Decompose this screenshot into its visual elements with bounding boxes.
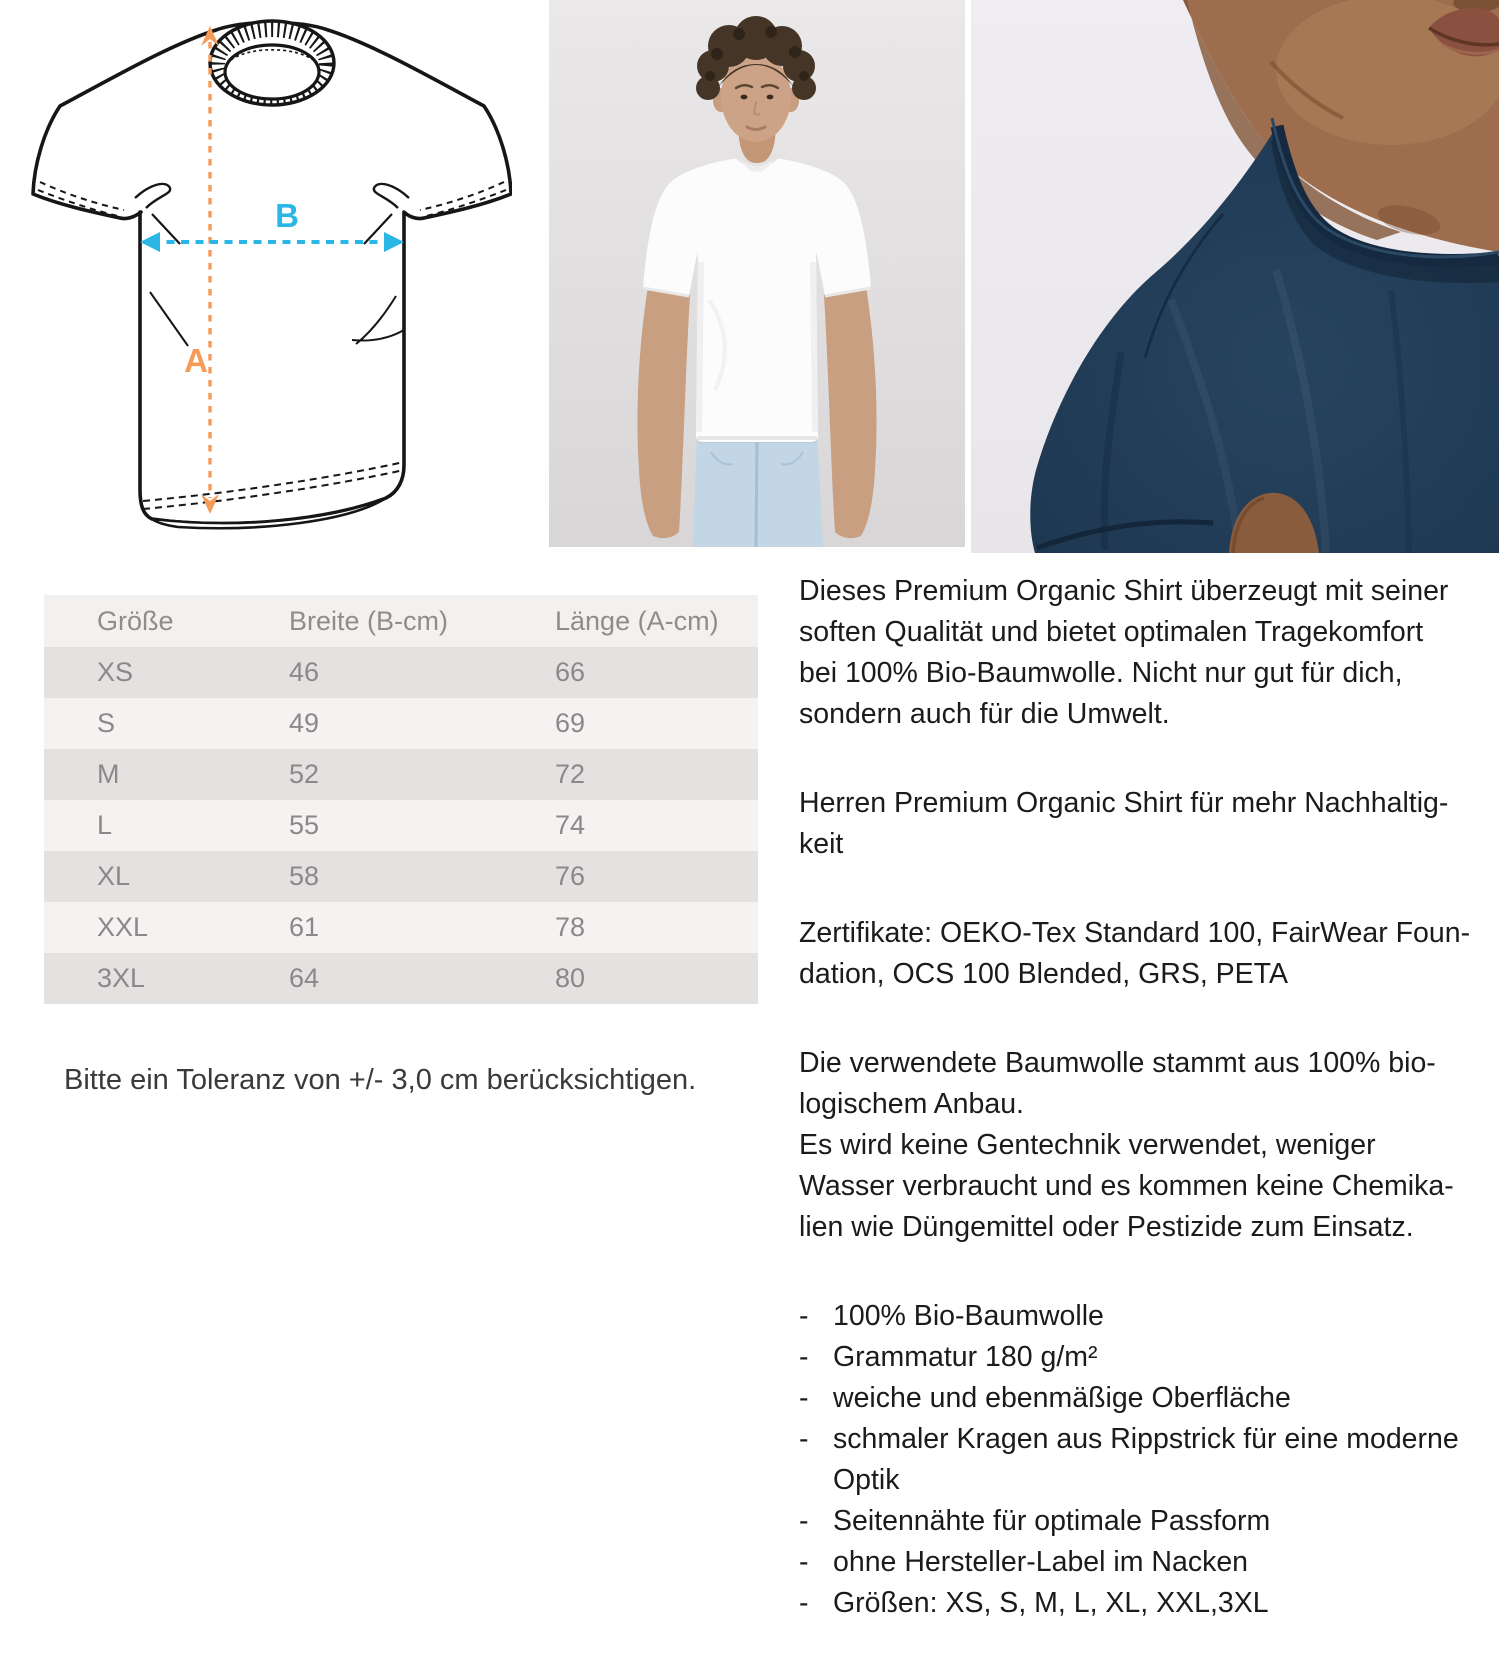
feature-item bbox=[799, 1542, 1489, 1583]
table-row bbox=[44, 749, 758, 800]
cell-size: 3XL bbox=[97, 963, 146, 993]
bullet-marker: - bbox=[799, 1505, 809, 1537]
tshirt-line-drawing-icon bbox=[26, 0, 512, 534]
feature-item bbox=[799, 1419, 1489, 1460]
diagram-label-a: A bbox=[184, 342, 208, 379]
cell-laenge: 80 bbox=[555, 963, 586, 993]
cell-laenge: 74 bbox=[555, 810, 586, 840]
description-paragraph bbox=[799, 783, 1489, 865]
bullet-text: weiche und ebenmäßige Oberfläche bbox=[833, 1382, 1291, 1414]
bullet-marker: - bbox=[799, 1341, 809, 1373]
table-row bbox=[44, 953, 758, 1004]
cell-laenge: 69 bbox=[555, 708, 586, 738]
text-line: keit bbox=[799, 828, 844, 860]
text-line: lien wie Düngemittel oder Pestizide zum Einsatz. bbox=[799, 1211, 1414, 1243]
cell-size: M bbox=[97, 759, 120, 789]
feature-item-continuation bbox=[799, 1460, 1489, 1501]
cell-size: S bbox=[97, 708, 116, 738]
size-table-header bbox=[44, 595, 758, 647]
cell-breite: 58 bbox=[289, 861, 320, 891]
text-line: bei 100% Bio-Baumwolle. Nicht nur gut für dich, bbox=[799, 657, 1403, 689]
cell-laenge: 72 bbox=[555, 759, 586, 789]
text-line: Herren Premium Organic Shirt für mehr Nachhaltig- bbox=[799, 787, 1449, 819]
bullet-text: ohne Hersteller-Label im Nacken bbox=[833, 1546, 1249, 1578]
cell-size: L bbox=[97, 810, 113, 840]
table-row bbox=[44, 851, 758, 902]
table-row bbox=[44, 698, 758, 749]
bullet-marker: - bbox=[799, 1300, 809, 1332]
bullet-marker: - bbox=[799, 1382, 809, 1414]
bullet-marker: - bbox=[799, 1587, 809, 1619]
bullet-text: Seitennähte für optimale Passform bbox=[833, 1505, 1271, 1537]
col-header-laenge: Länge (A-cm) bbox=[555, 605, 719, 636]
text-line: Dieses Premium Organic Shirt überzeugt mit seiner bbox=[799, 575, 1449, 607]
feature-item bbox=[799, 1501, 1489, 1542]
text-line: dation, OCS 100 Blended, GRS, PETA bbox=[799, 958, 1288, 990]
cell-laenge: 76 bbox=[555, 861, 586, 891]
product-description bbox=[799, 571, 1489, 1624]
bullet-text: Optik bbox=[833, 1464, 900, 1496]
table-row bbox=[44, 902, 758, 953]
feature-item bbox=[799, 1583, 1489, 1624]
table-row bbox=[44, 647, 758, 698]
bullet-marker bbox=[799, 1460, 833, 1501]
col-header-breite: Breite (B-cm) bbox=[289, 605, 449, 636]
detail-photo bbox=[971, 0, 1499, 553]
diagram-label-b: B bbox=[275, 197, 299, 234]
text-line: soften Qualität und bietet optimalen Tragekomfort bbox=[799, 616, 1424, 648]
size-diagram bbox=[26, 0, 512, 534]
bullet-text: 100% Bio-Baumwolle bbox=[833, 1300, 1104, 1332]
feature-list bbox=[799, 1296, 1489, 1624]
size-table bbox=[44, 595, 758, 1004]
text-line: Zertifikate: OEKO-Tex Standard 100, FairWear Foun- bbox=[799, 917, 1471, 949]
cell-laenge: 66 bbox=[555, 657, 586, 687]
cotton-paragraph bbox=[799, 1043, 1489, 1248]
cell-laenge: 78 bbox=[555, 912, 586, 942]
bullet-text: schmaler Kragen aus Rippstrick für eine moderne bbox=[833, 1423, 1459, 1455]
bullet-text: Größen: XS, S, M, L, XL, XXL,3XL bbox=[833, 1587, 1269, 1619]
cell-breite: 61 bbox=[289, 912, 320, 942]
cell-breite: 49 bbox=[289, 708, 320, 738]
text-line: Die verwendete Baumwolle stammt aus 100% bio- bbox=[799, 1047, 1436, 1079]
cell-size: XL bbox=[97, 861, 131, 891]
tolerance-note: Bitte ein Toleranz von +/- 3,0 cm berücksichtigen. bbox=[64, 1064, 697, 1096]
feature-item bbox=[799, 1378, 1489, 1419]
cell-breite: 52 bbox=[289, 759, 320, 789]
cell-size: XS bbox=[97, 657, 134, 687]
feature-item bbox=[799, 1296, 1489, 1337]
certificates-paragraph bbox=[799, 913, 1489, 995]
feature-item bbox=[799, 1337, 1489, 1378]
cell-breite: 64 bbox=[289, 963, 320, 993]
description-paragraph bbox=[799, 571, 1489, 735]
col-header-groesse: Größe bbox=[97, 605, 174, 636]
table-row bbox=[44, 800, 758, 851]
bullet-marker: - bbox=[799, 1546, 809, 1578]
text-line: Wasser verbraucht und es kommen keine Chemika- bbox=[799, 1170, 1454, 1202]
model-photo bbox=[549, 0, 965, 547]
cell-breite: 46 bbox=[289, 657, 320, 687]
cell-breite: 55 bbox=[289, 810, 320, 840]
bullet-text: Grammatur 180 g/m² bbox=[833, 1341, 1098, 1373]
bullet-marker: - bbox=[799, 1423, 809, 1455]
text-line: Es wird keine Gentechnik verwendet, weniger bbox=[799, 1129, 1376, 1161]
cell-size: XXL bbox=[97, 912, 149, 942]
text-line: sondern auch für die Umwelt. bbox=[799, 698, 1170, 730]
text-line: logischem Anbau. bbox=[799, 1088, 1024, 1120]
